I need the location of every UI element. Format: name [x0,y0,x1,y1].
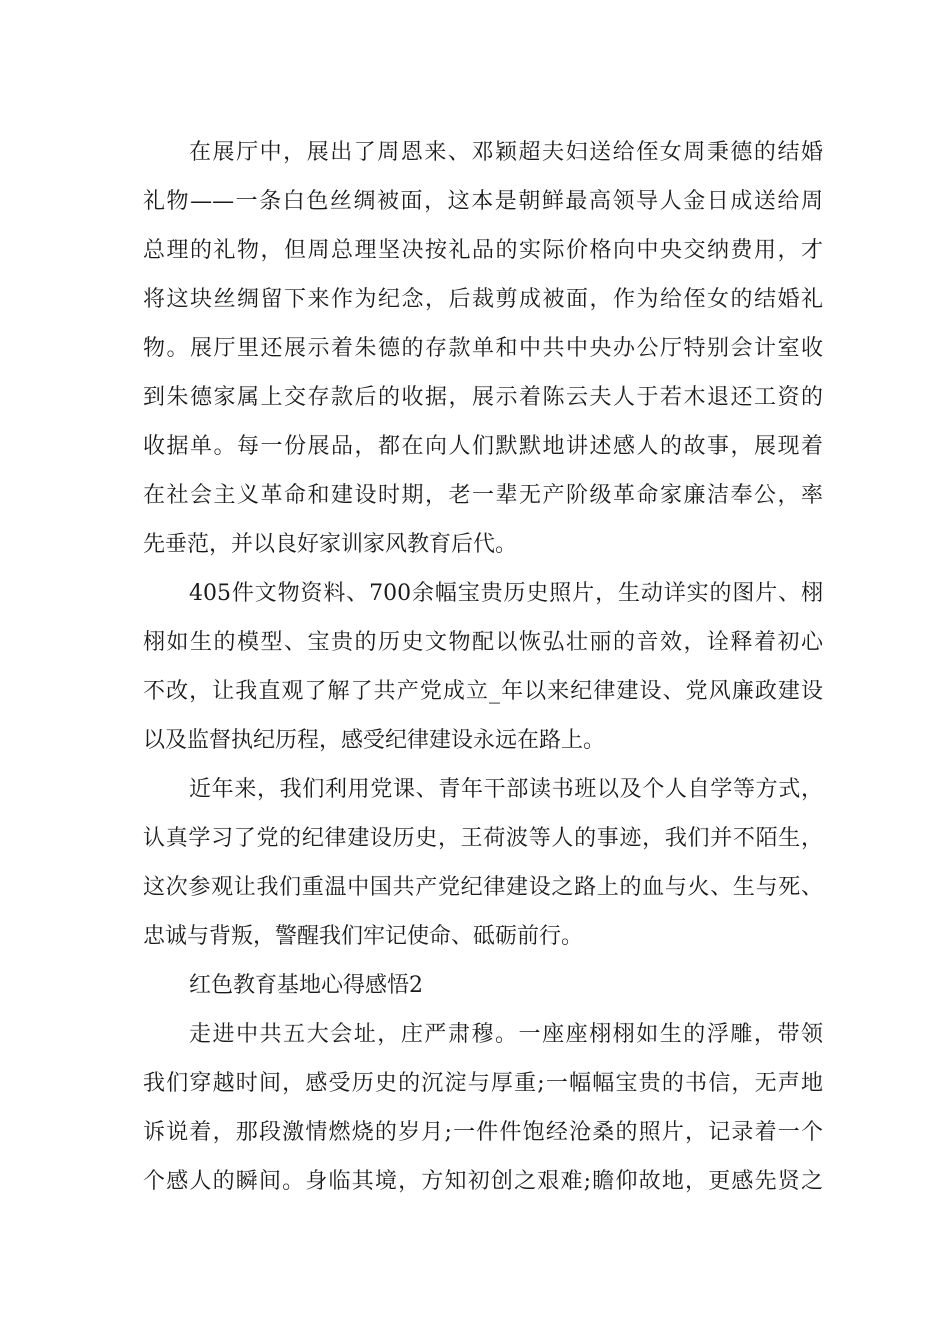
text-line: 礼物——一条白色丝绸被面，这本是朝鲜最高领导人金日成送给周 [143,189,823,214]
text-line: 到朱德家属上交存款后的收据，展示着陈云夫人于若木退还工资的 [143,385,823,410]
paragraph-3 [143,765,823,961]
paragraph-1 [143,128,823,569]
text-line: 近年来，我们利用党课、青年干部读书班以及个人自学等方式， [189,777,823,802]
text-line: 以及监督执纪历程，感受纪律建设永远在路上。 [143,728,606,753]
text-line: 物。展厅里还展示着朱德的存款单和中共中央办公厅特别会计室收 [143,336,823,361]
text-line: 我们穿越时间，感受历史的沉淀与厚重;一幅幅宝贵的书信，无声地 [143,1071,823,1096]
heading-text: 红色教育基地心得感悟2 [189,973,423,998]
text-line: 在社会主义革命和建设时期，老一辈无产阶级革命家廉洁奉公，率 [143,483,823,508]
paragraph-4 [143,1010,823,1206]
text-line: 将这块丝绸留下来作为纪念，后裁剪成被面，作为给侄女的结婚礼 [143,287,823,312]
document-body [143,128,823,1206]
text-line: 405件文物资料、700余幅宝贵历史照片，生动详实的图片、栩 [189,581,823,606]
text-line: 诉说着，那段激情燃烧的岁月;一件件饱经沧桑的照片，记录着一个 [143,1120,823,1145]
text-line: 认真学习了党的纪律建设历史，王荷波等人的事迹，我们并不陌生， [143,826,823,851]
text-line: 忠诚与背叛，警醒我们牢记使命、砥砺前行。 [143,924,584,949]
paragraph-2 [143,569,823,765]
text-line: 不改，让我直观了解了共产党成立_年以来纪律建设、党风廉政建设 [143,679,823,704]
text-line: 在展厅中，展出了周恩来、邓颖超夫妇送给侄女周秉德的结婚 [189,140,823,165]
text-line: 收据单。每一份展品，都在向人们默默地讲述感人的故事，展现着 [143,434,823,459]
text-line: 栩如生的模型、宝贵的历史文物配以恢弘壮丽的音效，诠释着初心 [143,630,823,655]
text-line: 走进中共五大会址，庄严肃穆。一座座栩栩如生的浮雕，带领 [189,1022,823,1047]
text-line: 先垂范，并以良好家训家风教育后代。 [143,532,518,557]
text-line: 总理的礼物，但周总理坚决按礼品的实际价格向中央交纳费用，才 [143,238,823,263]
text-line: 这次参观让我们重温中国共产党纪律建设之路上的血与火、生与死、 [143,875,823,900]
section-heading [143,961,823,1010]
text-line: 个感人的瞬间。身临其境，方知初创之艰难;瞻仰故地，更感先贤之 [143,1169,823,1194]
